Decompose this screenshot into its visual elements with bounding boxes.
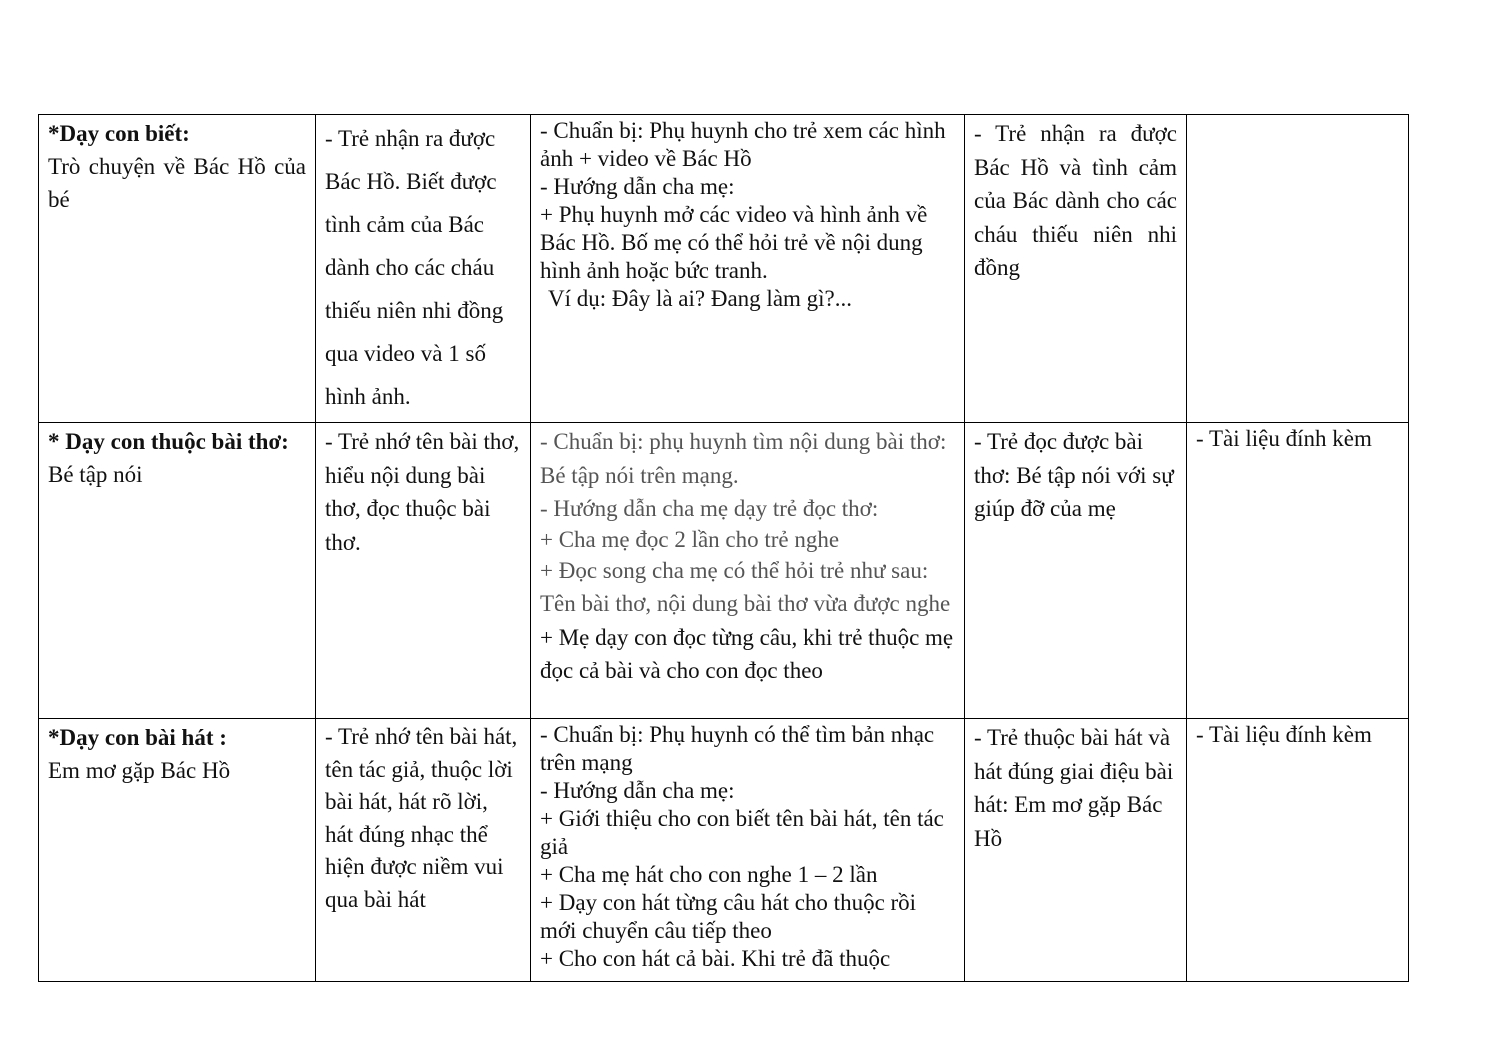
objective-cell	[316, 423, 531, 719]
activity-title: * Dạy con thuộc bài thơ:	[48, 429, 289, 454]
activity-cell	[39, 719, 316, 982]
guide-line: - Hướng dẫn cha mẹ:	[540, 174, 735, 199]
guide-line: + Giới thiệu cho con biết tên bài hát, tên tác giả	[540, 806, 944, 859]
guide-line: - Chuẩn bị: Phụ huynh có thể tìm bản nhạc trên mạng	[540, 722, 935, 775]
result-text: - Trẻ nhận ra được Bác Hồ và tình cảm của Bác dành cho các cháu thiếu niên nhi đồng	[974, 121, 1177, 280]
guide-cell	[531, 719, 965, 982]
objective-cell	[316, 115, 531, 423]
objective-text: - Trẻ nhớ tên bài hát, tên tác giả, thuộc lời bài hát, hát rõ lời, hát đúng nhạc thể hiện được niềm vui qua bài hát	[325, 724, 518, 912]
activity-title: *Dạy con bài hát :	[48, 725, 227, 750]
guide-line: + Mẹ dạy con đọc từng câu, khi trẻ thuộc mẹ đọc cả bài và cho con đọc theo	[540, 624, 954, 683]
guide-line: - Chuẩn bị: Phụ huynh cho trẻ xem các hình ảnh + video về Bác Hồ	[540, 118, 946, 171]
activity-text: Trò chuyện về Bác Hồ của bé	[48, 154, 306, 212]
guide-cell	[531, 423, 965, 719]
objective-text: - Trẻ nhớ tên bài thơ, hiểu nội dung bài thơ, đọc thuộc bài thơ.	[325, 429, 520, 555]
objective-cell	[316, 719, 531, 982]
activity-title: *Dạy con biết:	[48, 121, 190, 146]
guide-line: + Cha mẹ đọc 2 lần cho trẻ nghe	[540, 526, 840, 552]
guide-line: + Cho con hát cả bài. Khi trẻ đã thuộc	[540, 946, 891, 971]
guide-line: Ví dụ: Đây là ai? Đang làm gì?...	[548, 286, 853, 311]
guide-line: + Cha mẹ hát cho con nghe 1 – 2 lần	[540, 862, 878, 887]
result-cell	[965, 423, 1187, 719]
result-text: - Trẻ thuộc bài hát và hát đúng giai điệu bài hát: Em mơ gặp Bác Hồ	[974, 725, 1174, 851]
objective-text: - Trẻ nhận ra được Bác Hồ. Biết được tình cảm của Bác dành cho các cháu thiếu niên nhi đồng qua video và 1 số hình ảnh.	[325, 126, 504, 409]
note-text: - Tài liệu đính kèm	[1196, 722, 1372, 747]
guide-line: - Chuẩn bị: phụ huynh tìm nội dung bài thơ: Bé tập nói trên mạng.	[540, 429, 947, 488]
guide-cell	[531, 115, 965, 423]
activity-cell	[39, 115, 316, 423]
result-cell	[965, 719, 1187, 982]
activity-text: Bé tập nói	[48, 462, 143, 487]
note-text: - Tài liệu đính kèm	[1196, 426, 1372, 451]
note-cell	[1187, 423, 1409, 719]
table-row	[39, 115, 1409, 423]
note-cell	[1187, 115, 1409, 423]
guide-line: + Phụ huynh mở các video và hình ảnh về Bác Hồ. Bố mẹ có thể hỏi trẻ về nội dung hình ảnh hoặc bức tranh.	[540, 202, 928, 283]
result-text: - Trẻ đọc được bài thơ: Bé tập nói với sự giúp đỡ của mẹ	[974, 429, 1174, 521]
result-cell	[965, 115, 1187, 423]
note-cell	[1187, 719, 1409, 982]
table-row	[39, 719, 1409, 982]
guide-line: - Hướng dẫn cha mẹ dạy trẻ đọc thơ:	[540, 496, 879, 521]
guide-line: - Hướng dẫn cha mẹ:	[540, 778, 735, 803]
table-row	[39, 423, 1409, 719]
guide-line: + Dạy con hát từng câu hát cho thuộc rồi mới chuyển câu tiếp theo	[540, 890, 917, 943]
guide-line: + Đọc song cha mẹ có thể hỏi trẻ như sau: Tên bài thơ, nội dung bài thơ vừa được nghe	[540, 557, 951, 616]
activity-text: Em mơ gặp Bác Hồ	[48, 758, 231, 783]
activity-plan-table	[38, 114, 1409, 982]
activity-cell	[39, 423, 316, 719]
